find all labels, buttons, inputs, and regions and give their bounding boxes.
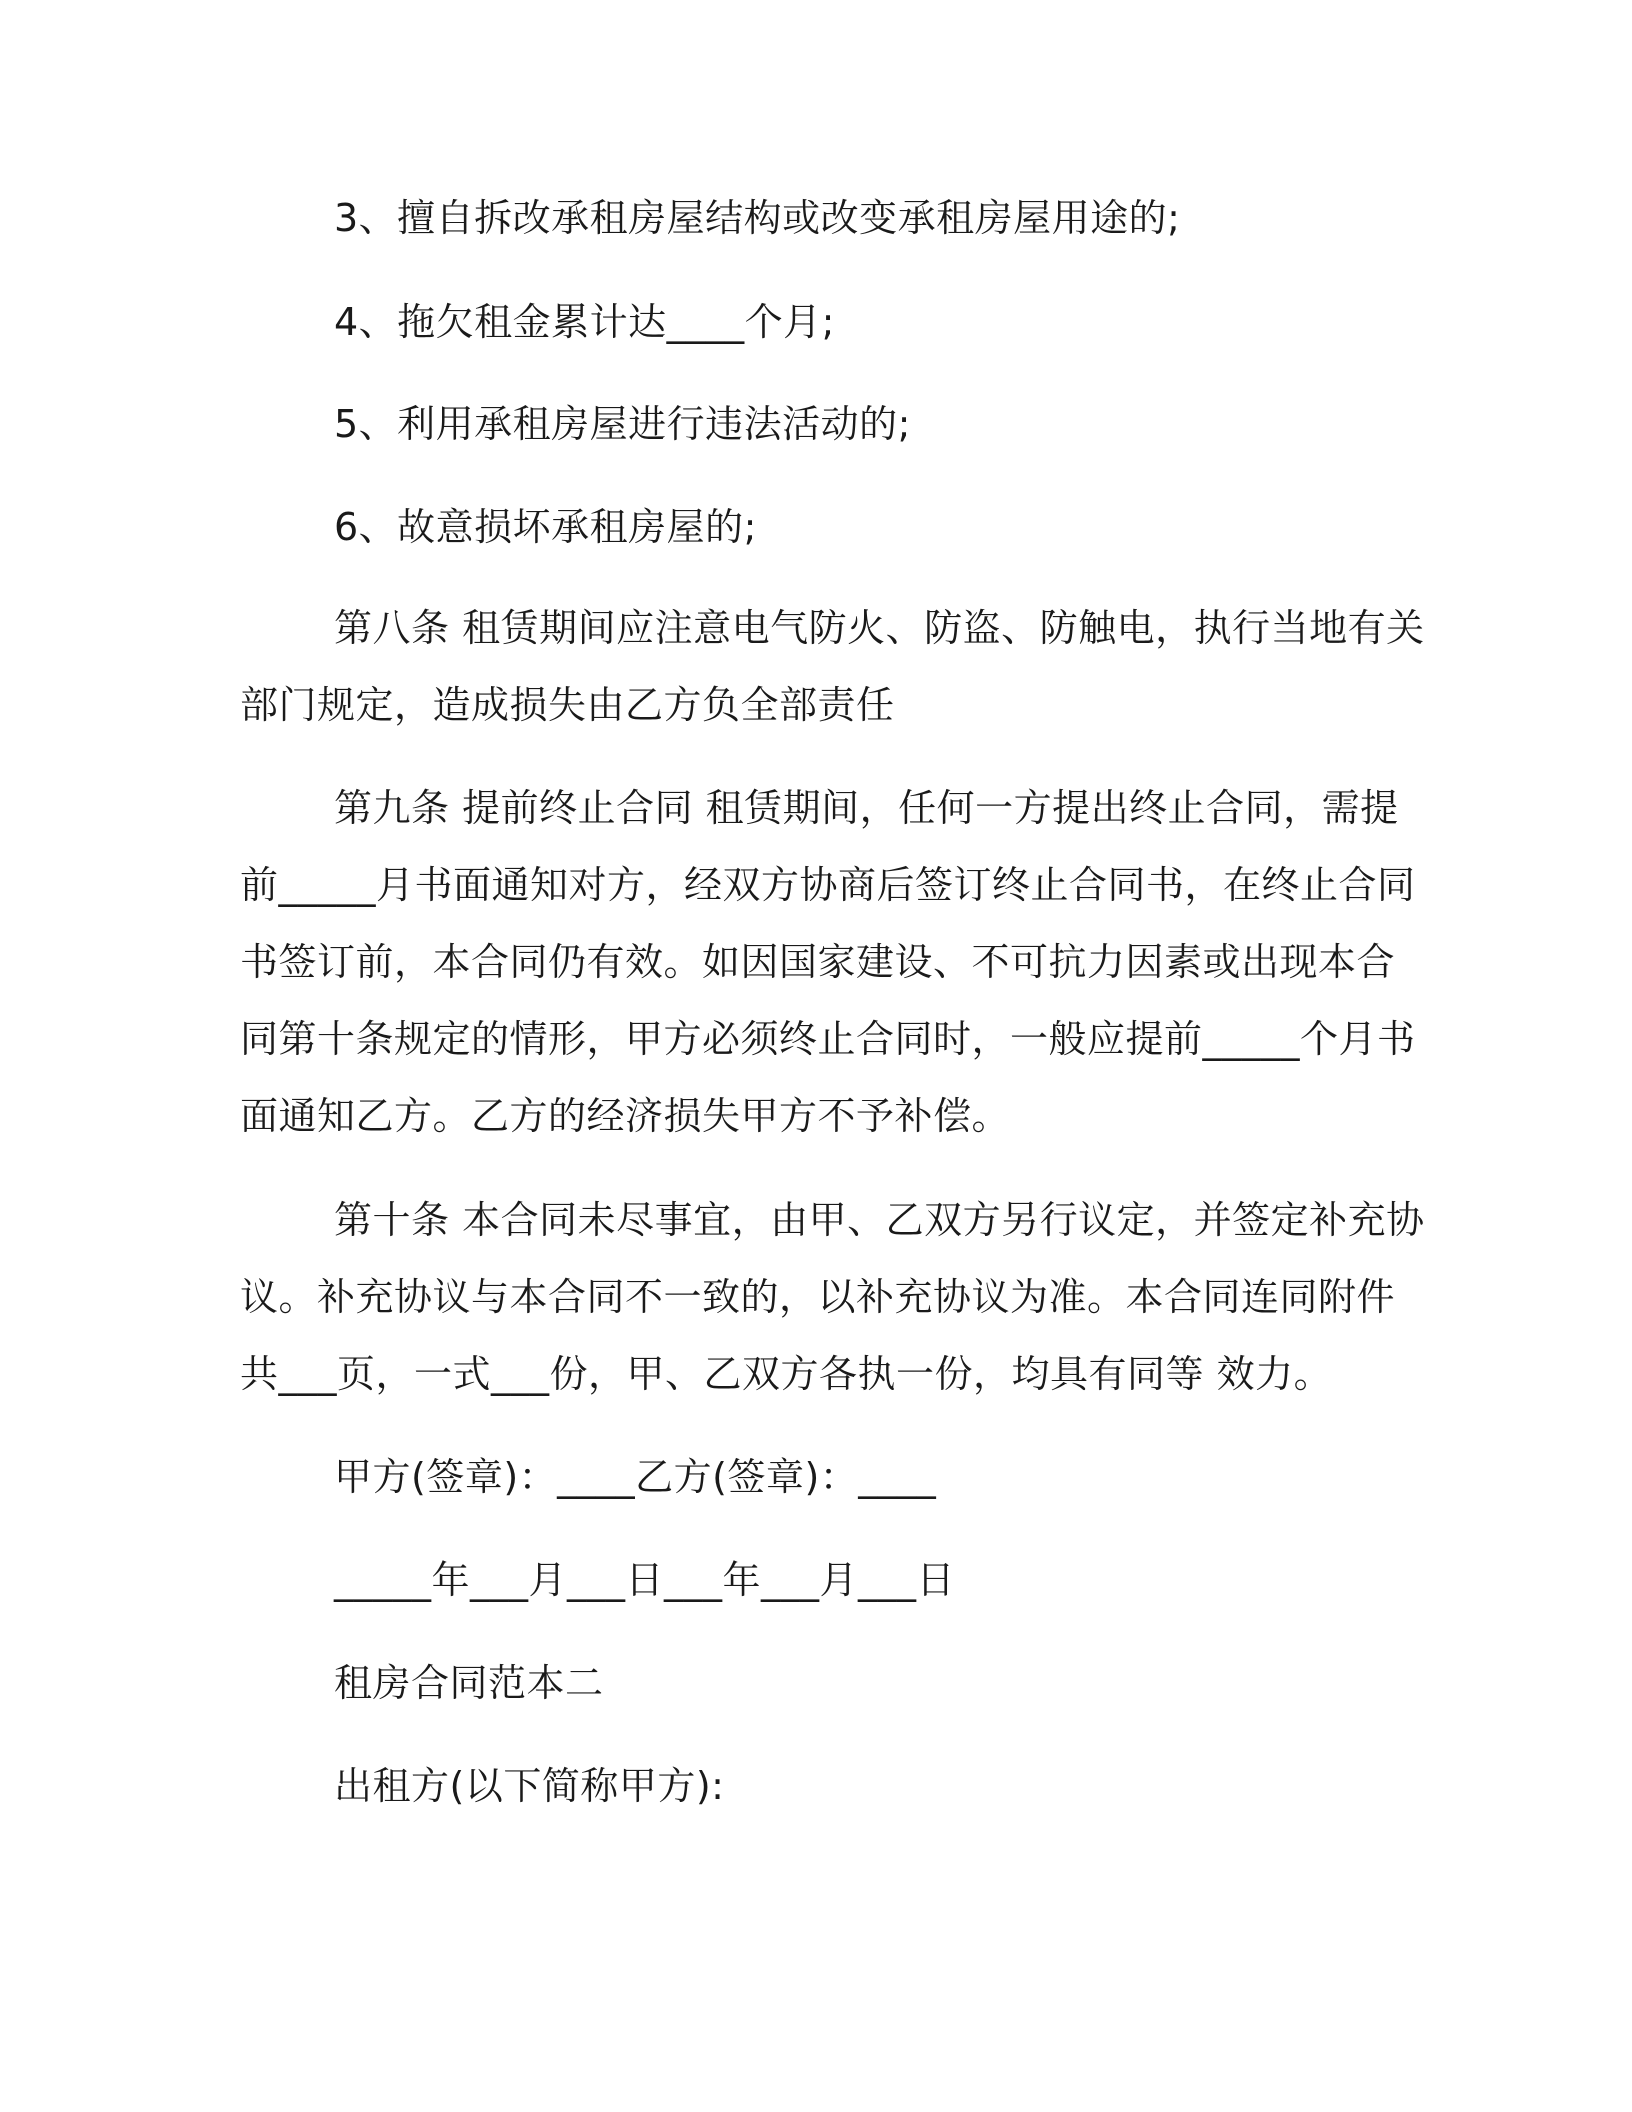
article-9-line-3: 书签订前，本合同仍有效。如因国家建设、不可抗力因素或出现本合 xyxy=(240,940,1396,984)
article-10-line-1: 第十条 本合同未尽事宜，由甲、乙双方另行议定，并签定补充协 xyxy=(334,1198,1425,1242)
signature-line: 甲方(签章)：____乙方(签章)：____ xyxy=(334,1455,937,1499)
article-8-line-2: 部门规定，造成损失由乙方负全部责任 xyxy=(240,683,895,727)
article-10-line-2: 议。补充协议与本合同不一致的，以补充协议为准。本合同连同附件 xyxy=(240,1275,1396,1319)
clause-item-4: 4、拖欠租金累计达____个月; xyxy=(334,300,835,344)
date-line: _____年___月___日___年___月___日 xyxy=(334,1558,956,1602)
article-9-line-5: 面通知乙方。乙方的经济损失甲方不予补偿。 xyxy=(240,1094,1011,1138)
article-10-line-3: 共___页，一式___份，甲、乙双方各执一份，均具有同等 效力。 xyxy=(240,1352,1333,1396)
clause-item-6: 6、故意损坏承租房屋的; xyxy=(334,505,757,549)
article-9-line-2: 前_____月书面通知对方，经双方协商后签订终止合同书，在终止合同 xyxy=(240,863,1416,907)
section-title: 租房合同范本二 xyxy=(334,1661,604,1705)
lessor-line: 出租方(以下简称甲方): xyxy=(334,1764,725,1808)
clause-item-3: 3、擅自拆改承租房屋结构或改变承租房屋用途的; xyxy=(334,196,1181,240)
clause-item-5: 5、利用承租房屋进行违法活动的; xyxy=(334,402,911,446)
article-9-line-1: 第九条 提前终止合同 租赁期间，任何一方提出终止合同，需提 xyxy=(334,786,1399,830)
article-8-line-1: 第八条 租赁期间应注意电气防火、防盗、防触电，执行当地有关 xyxy=(334,606,1425,650)
article-9-line-4: 同第十条规定的情形，甲方必须终止合同时，一般应提前_____个月书 xyxy=(240,1017,1416,1061)
